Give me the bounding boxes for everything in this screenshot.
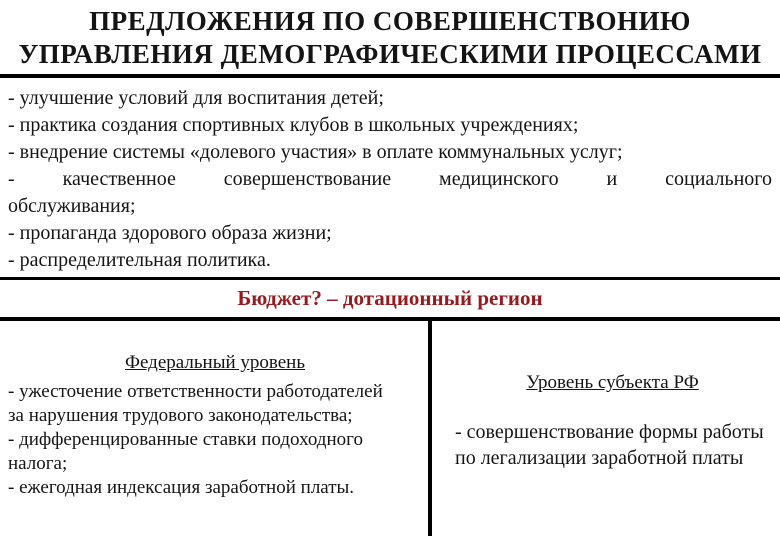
federal-level-line-2: - дифференцированные ставки подоходного xyxy=(8,429,363,450)
proposal-line-4-continuation: обслуживания; xyxy=(8,195,136,217)
title-line-1: ПРЕДЛОЖЕНИЯ ПО СОВЕРШЕНСТВОНИЮ xyxy=(89,6,691,36)
budget-banner-row xyxy=(0,280,780,317)
proposal-line-5: - пропаганда здорового образа жизни; xyxy=(8,222,332,244)
federal-level-line-1-continuation: за нарушения трудового законодательства; xyxy=(8,405,353,426)
federal-level-column xyxy=(0,321,428,536)
proposal-line-4: - качественное совершенствование медицинского и социального xyxy=(8,168,772,190)
subject-level-header: Уровень субъекта РФ xyxy=(526,372,699,393)
title-line-2: УПРАВЛЕНИЯ ДЕМОГРАФИЧЕСКИМИ ПРОЦЕССАМИ xyxy=(18,39,762,69)
levels-section xyxy=(0,321,780,536)
budget-banner-text: Бюджет? – дотационный регион xyxy=(237,286,543,310)
proposal-line-6: - распределительная политика. xyxy=(8,249,271,271)
proposal-line-1: - улучшение условий для воспитания детей; xyxy=(8,87,384,109)
proposals-list xyxy=(0,78,780,274)
subject-level-column xyxy=(432,321,780,536)
federal-level-header: Федеральный уровень xyxy=(124,352,306,373)
subject-level-line-1: - совершенствование формы работы xyxy=(455,421,764,443)
federal-level-line-1: - ужесточение ответственности работодателей xyxy=(8,381,383,402)
federal-level-line-2-continuation: налога; xyxy=(8,453,68,474)
proposal-line-3: - внедрение системы «долевого участия» в оплате коммунальных услуг; xyxy=(8,141,623,163)
federal-level-line-3: - ежегодная индексация заработной платы. xyxy=(8,477,355,498)
slide-title xyxy=(0,0,780,71)
subject-level-line-1-continuation: по легализации заработной платы xyxy=(455,447,744,469)
proposal-line-2: - практика создания спортивных клубов в школьных учреждениях; xyxy=(8,114,579,136)
